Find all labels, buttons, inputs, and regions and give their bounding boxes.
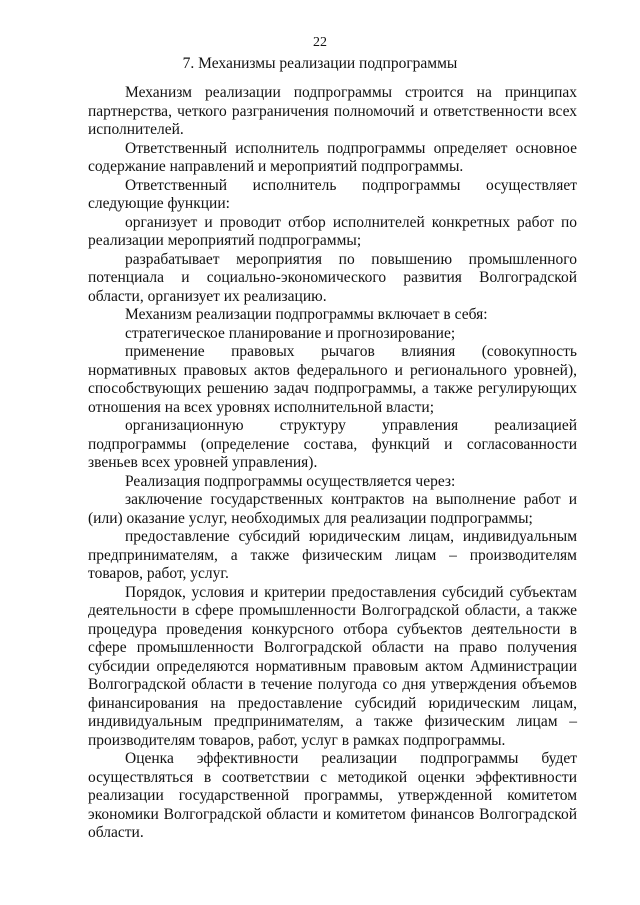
paragraph: предоставление субсидий юридическим лицам, индивидуальным предпринимателям, а также физическим лицам – производителям товаров, работ, услуг.	[88, 528, 577, 582]
page-number: 22	[313, 35, 327, 50]
paragraph: Оценка эффективности реализации подпрограммы будет осуществляться в соответствии с методикой оценки эффективности реализации государственной программы, утвержденной комитетом экономики Волгоградской области и комитетом финансов Волгоградской области.	[88, 750, 577, 841]
paragraph: Реализация подпрограммы осуществляется через:	[125, 472, 456, 490]
paragraph: Механизм реализации подпрограммы включает в себя:	[125, 306, 488, 323]
paragraph: Ответственный исполнитель подпрограммы определяет основное содержание направлений и мероприятий подпрограммы.	[88, 139, 577, 175]
paragraph: заключение государственных контрактов на выполнение работ и (или) оказание услуг, необходимых для реализации подпрограммы;	[88, 491, 577, 527]
paragraph: Механизм реализации подпрограммы строится на принципах партнерства, четкого разграничения полномочий и ответственности всех исполнителей.	[88, 84, 577, 138]
document-body	[88, 84, 577, 843]
paragraph: разрабатывает мероприятия по повышению промышленного потенциала и социально-экономического развития Волгоградской области, организует их реализацию.	[88, 250, 577, 305]
paragraph: Ответственный исполнитель подпрограммы осуществляет следующие функции:	[88, 176, 577, 212]
paragraph: стратегическое планирование и прогнозирование;	[125, 324, 456, 342]
paragraph: организационную структуру управления реализацией подпрограммы (определение состава, функций и согласованности звеньев всех уровней управления).	[88, 417, 577, 471]
section-title: 7. Механизмы реализации подпрограммы	[182, 55, 458, 72]
paragraph: Порядок, условия и критерии предоставления субсидий субъектам деятельности в сфере промышленности Волгоградской области, а также процедура проведения конкурсного отбора субъектов деятельности в сфере промышленности Волгоградской области на право получения субсидии определяются нормативным правовым актом Администрации Волгоградской области в течение полугода со дня утверждения объемов финансирования на предоставление субсидий юридическим лицам, индивидуальным предпринимателям, а также физическим лицам – производителям товаров, работ, услуг в рамках подпрограммы.	[88, 583, 577, 749]
paragraph: организует и проводит отбор исполнителей конкретных работ по реализации мероприятий подпрограммы;	[88, 213, 577, 249]
paragraph: применение правовых рычагов влияния (совокупность нормативных правовых актов федерального и регионального уровней), способствующих решению задач подпрограммы, а также регулирующих отношения на всех уровнях исполнительной власти;	[88, 343, 577, 416]
